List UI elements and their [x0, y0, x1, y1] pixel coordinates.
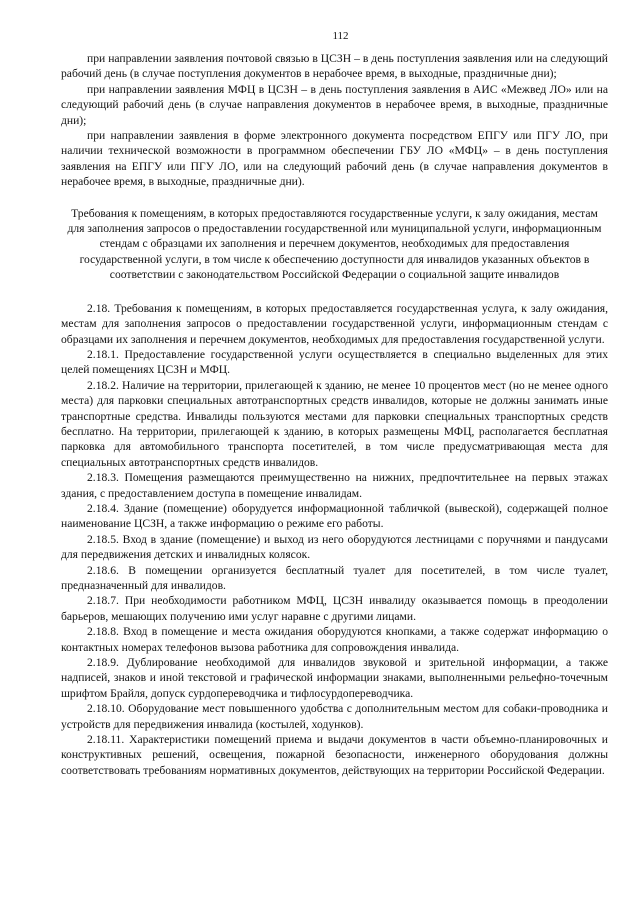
paragraph-2-18-7: 2.18.7. При необходимости работником МФЦ, ЦСЗН инвалиду оказывается помощь в преодолении барьеров, мешающих получению ими услуг наравне с другими лицами.: [61, 594, 608, 623]
paragraph-2-18-9: 2.18.9. Дублирование необходимой для инвалидов звуковой и зрительной информации, а также надписей, знаков и иной текстовой и графической информации знаками, выполненными рельефно-точечным шрифтом Брайля, допуск сурдопереводчика и тифлосурдопереводчика.: [61, 656, 608, 700]
paragraph-2-18: 2.18. Требования к помещениям, в которых предоставляется государственная услуга, к залу ожидания, местам для заполнения запросов о предоставлении государственной услуги, информационным стендам с образцами их заполнения и перечнем документов, необходимых для предоставления государственной услуги.: [61, 301, 608, 346]
paragraph-2-18-5: 2.18.5. Вход в здание (помещение) и выход из него оборудуются лестницами с поручнями и пандусами для передвижения детских и инвалидных колясок.: [61, 532, 608, 562]
paragraph-postal: при направлении заявления почтовой связью в ЦСЗН – в день поступления заявления или на следующий рабочий день (в случае поступления документов в нерабочее время, в выходные, праздничные дни);: [61, 52, 608, 81]
paragraph-2-18-4: 2.18.4. Здание (помещение) оборудуется информационной табличкой (вывеской), содержащей полное наименование ЦСЗН, а также информацию о режиме его работы.: [61, 501, 608, 531]
paragraph-2-18-10: 2.18.10. Оборудование мест повышенного удобства с дополнительным местом для собаки-проводника и устройств для передвижения инвалида (костылей, ходунков).: [61, 702, 608, 731]
premises-requirements-block: [61, 301, 608, 779]
paragraph-2-18-3: 2.18.3. Помещения размещаются преимущественно на нижних, предпочтительнее на первых этажах здания, с предоставлением доступа в помещение инвалидам.: [61, 471, 608, 500]
paragraph-2-18-2: 2.18.2. Наличие на территории, прилегающей к зданию, не менее 10 процентов мест (но не менее одного места) для парковки специальных автотранспортных средств инвалидов, которые не должны занимать иные транспортные средства. Инвалиды пользуются местами для парковки специальных транспортных средств бесплатно. На территории, прилегающей к зданию, в которых размещены МФЦ, располагается бесплатная парковка для автомобильного транспорта посетителей, в том числе предусматривающая места для специальных автотранспортных средств инвалидов.: [61, 378, 608, 469]
section-heading: Требования к помещениям, в которых предоставляются государственные услуги, к залу ожидания, местам для заполнения запросов о предоставлении государственной или муниципальной услуги, информационным стендам с образцами их заполнения и перечнем документов, необходимых для предоставления государственной услуги, в том числе к обеспечению доступности для инвалидов указанных объектов в соответствии с законодательством Российской Федерации о социальной защите инвалидов: [67, 206, 602, 282]
paragraph-electronic: при направлении заявления в форме электронного документа посредством ЕПГУ или ПГУ ЛО, при наличии технической возможности в программном обеспечении ГБУ ЛО «МФЦ» – в день поступления заявления на ЕПГУ или ПГУ ЛО, или на следующий рабочий день (в случае направления документов в нерабочее время, в выходные, праздничные дни).: [61, 129, 608, 189]
page-number: 112: [332, 30, 349, 42]
paragraph-2-18-8: 2.18.8. Вход в помещение и места ожидания оборудуются кнопками, а также содержат информацию о контактных номерах телефонов вызова работника для сопровождения инвалида.: [61, 625, 608, 654]
paragraph-2-18-1: 2.18.1. Предоставление государственной услуги осуществляется в специально выделенных для этих целей помещениях ЦСЗН и МФЦ.: [61, 347, 608, 377]
delivery-terms-block: [61, 51, 608, 190]
paragraph-mfc: при направлении заявления МФЦ в ЦСЗН – в день поступления заявления в АИС «Межвед ЛО» или на следующий рабочий день (в случае направления документов в нерабочее время, в выходные, праздничные дни);: [61, 82, 608, 127]
paragraph-2-18-11: 2.18.11. Характеристики помещений приема и выдачи документов в части объемно-планировочных и конструктивных решений, освещения, пожарной безопасности, инженерного оборудования должны соответствовать требованиям нормативных документов, действующих на территории Российской Федерации.: [61, 733, 608, 777]
paragraph-2-18-6: 2.18.6. В помещении организуется бесплатный туалет для посетителей, в том числе туалет, предназначенный для инвалидов.: [61, 563, 608, 592]
